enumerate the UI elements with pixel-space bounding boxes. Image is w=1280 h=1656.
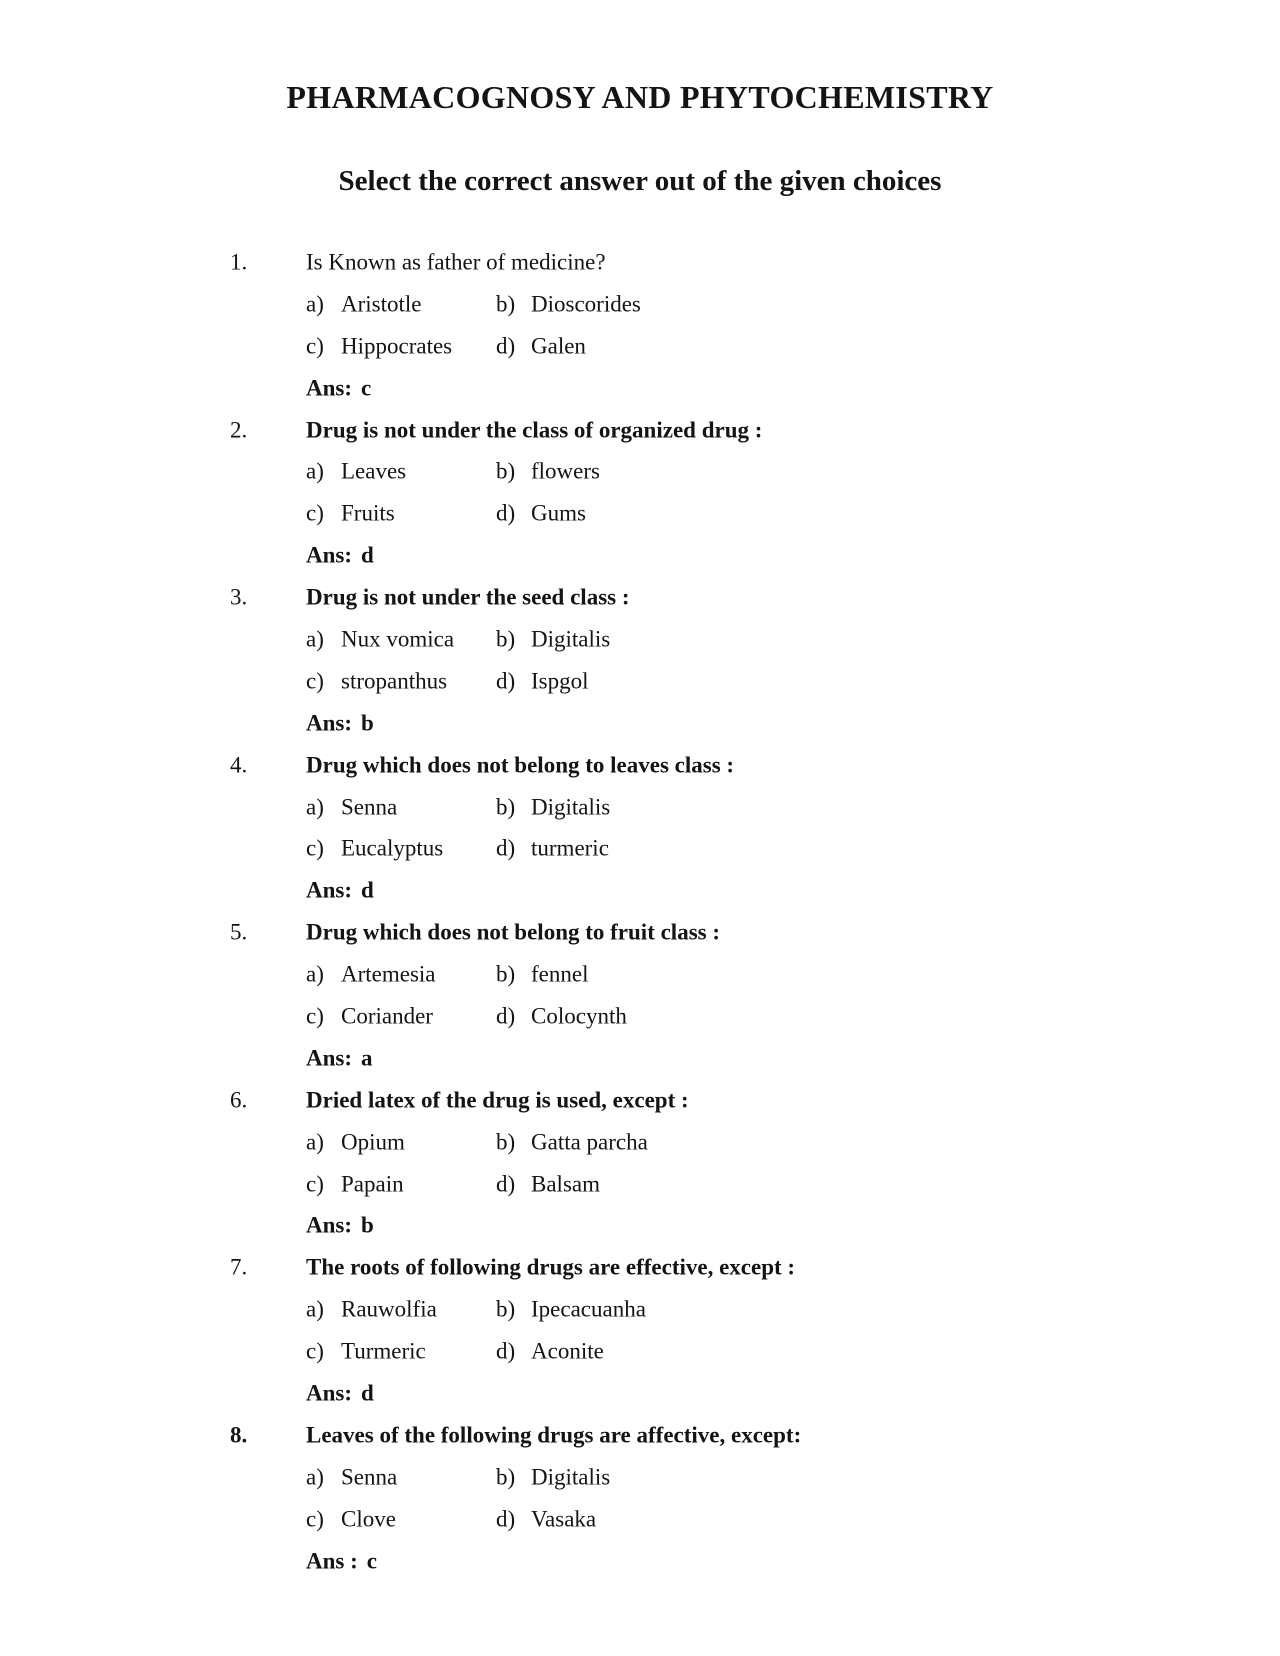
option-text: Digitalis (531, 794, 611, 820)
answer (306, 1549, 377, 1572)
options-row (0, 1121, 1280, 1163)
options-row (0, 827, 1280, 869)
option-c (306, 1340, 426, 1363)
option-letter: d) (496, 668, 516, 694)
answer-label: Ans: (306, 710, 353, 736)
option-a (306, 1130, 405, 1153)
option-letter: d) (496, 835, 516, 861)
answer (306, 376, 371, 399)
answer-line (0, 534, 1280, 576)
option-letter: b) (496, 626, 516, 652)
option-d (496, 837, 609, 860)
option-letter: a) (306, 1296, 324, 1322)
option-text: Papain (341, 1171, 404, 1197)
question-block-6 (0, 1079, 1280, 1247)
answer-line (0, 702, 1280, 744)
answer (306, 544, 374, 567)
option-letter: b) (496, 961, 516, 987)
question-block-2 (0, 409, 1280, 577)
option-letter: c) (306, 500, 324, 526)
option-letter: c) (306, 1171, 324, 1197)
answer-letter: c (361, 375, 372, 401)
answer-letter: d (361, 542, 374, 568)
option-text: Ipecacuanha (531, 1296, 646, 1322)
answer-label: Ans: (306, 1045, 353, 1071)
options-row (0, 1163, 1280, 1205)
answer-line (0, 1204, 1280, 1246)
question-text: Leaves of the following drugs are affective, except: (306, 1422, 802, 1448)
option-b (496, 292, 641, 315)
answer-letter: d (361, 877, 374, 903)
answer-letter: b (361, 710, 374, 736)
option-c (306, 502, 395, 525)
option-text: Coriander (341, 1003, 433, 1029)
option-text: Colocynth (531, 1003, 627, 1029)
answer-line (0, 1037, 1280, 1079)
options-row (0, 953, 1280, 995)
option-c (306, 669, 447, 692)
option-text: fennel (531, 961, 589, 987)
option-letter: a) (306, 458, 324, 484)
question-line (0, 576, 1280, 618)
answer-label: Ans: (306, 542, 353, 568)
answer-line (0, 367, 1280, 409)
option-text: Rauwolfia (341, 1296, 437, 1322)
option-letter: b) (496, 291, 516, 317)
option-a (306, 460, 406, 483)
options-row (0, 786, 1280, 828)
option-letter: c) (306, 333, 324, 359)
question-line (0, 1414, 1280, 1456)
option-text: Turmeric (341, 1338, 426, 1364)
options-row (0, 660, 1280, 702)
question-number: 4. (230, 752, 248, 778)
option-text: stropanthus (341, 668, 448, 694)
options-row (0, 1456, 1280, 1498)
option-letter: a) (306, 626, 324, 652)
option-letter: d) (496, 1171, 516, 1197)
options-row (0, 1498, 1280, 1540)
options-row (0, 492, 1280, 534)
option-d (496, 1172, 600, 1195)
option-letter: b) (496, 458, 516, 484)
answer-letter: c (366, 1548, 377, 1574)
option-text: Artemesia (341, 961, 436, 987)
option-text: Opium (341, 1129, 405, 1155)
option-text: flowers (531, 458, 600, 484)
option-c (306, 1004, 433, 1027)
answer (306, 1046, 373, 1069)
option-text: Senna (341, 794, 398, 820)
option-letter: b) (496, 1296, 516, 1322)
answer-label: Ans: (306, 375, 353, 401)
question-number: 6. (230, 1087, 248, 1113)
option-d (496, 1507, 596, 1530)
question-block-3 (0, 576, 1280, 744)
option-text: Leaves (341, 458, 407, 484)
question-line (0, 1246, 1280, 1288)
options-row (0, 283, 1280, 325)
option-text: Gums (531, 500, 586, 526)
question-line (0, 241, 1280, 283)
answer-label: Ans: (306, 877, 353, 903)
options-row (0, 1288, 1280, 1330)
option-letter: a) (306, 961, 324, 987)
question-text: Drug which does not belong to leaves class : (306, 752, 735, 778)
option-letter: b) (496, 1464, 516, 1490)
question-line (0, 744, 1280, 786)
option-d (496, 502, 586, 525)
options-row (0, 995, 1280, 1037)
option-a (306, 627, 454, 650)
option-letter: b) (496, 1129, 516, 1155)
options-row (0, 325, 1280, 367)
option-text: Galen (531, 333, 586, 359)
answer-line (0, 869, 1280, 911)
option-c (306, 837, 443, 860)
option-letter: c) (306, 1506, 324, 1532)
question-number: 8. (230, 1422, 248, 1448)
question-line (0, 1079, 1280, 1121)
option-text: Hippocrates (341, 333, 453, 359)
question-block-5 (0, 911, 1280, 1079)
question-text: Is Known as father of medicine? (306, 249, 606, 275)
option-text: Eucalyptus (341, 835, 444, 861)
option-text: Digitalis (531, 626, 611, 652)
option-d (496, 1004, 627, 1027)
option-b (496, 460, 600, 483)
answer (306, 879, 374, 902)
option-letter: a) (306, 291, 324, 317)
option-text: Dioscorides (531, 291, 641, 317)
option-b (496, 1465, 610, 1488)
option-letter: a) (306, 1464, 324, 1490)
option-a (306, 795, 397, 818)
question-line (0, 409, 1280, 451)
question-text: Drug is not under the class of organized drug : (306, 417, 763, 442)
option-b (496, 1298, 646, 1321)
option-text: Aconite (531, 1338, 604, 1364)
option-a (306, 963, 436, 986)
question-text: Drug is not under the seed class : (306, 584, 630, 610)
option-text: Clove (341, 1506, 396, 1532)
answer-line (0, 1372, 1280, 1414)
answer-letter: d (361, 1380, 374, 1406)
question-text: Dried latex of the drug is used, except : (306, 1087, 689, 1113)
options-row (0, 450, 1280, 492)
question-line (0, 911, 1280, 953)
option-a (306, 292, 422, 315)
answer-letter: b (361, 1212, 374, 1238)
option-d (496, 334, 586, 357)
question-number: 5. (230, 919, 248, 945)
option-c (306, 1172, 404, 1195)
option-text: Balsam (531, 1171, 600, 1197)
option-text: Senna (341, 1464, 398, 1490)
question-block-1 (0, 241, 1280, 409)
option-letter: d) (496, 1003, 516, 1029)
option-text: Gatta parcha (531, 1129, 648, 1155)
answer (306, 1214, 374, 1237)
answer-letter: a (361, 1045, 373, 1071)
option-text: Ispgol (531, 668, 589, 694)
option-text: Fruits (341, 500, 395, 526)
option-letter: a) (306, 1129, 324, 1155)
answer-label: Ans : (306, 1548, 358, 1574)
answer-label: Ans: (306, 1380, 353, 1406)
option-letter: c) (306, 1338, 324, 1364)
option-text: Nux vomica (341, 626, 455, 652)
question-number: 3. (230, 584, 248, 610)
question-number: 1. (230, 249, 248, 275)
option-a (306, 1298, 437, 1321)
answer-line (0, 1540, 1280, 1582)
option-letter: c) (306, 668, 324, 694)
answer (306, 711, 374, 734)
options-row (0, 1330, 1280, 1372)
option-b (496, 627, 610, 650)
option-b (496, 795, 610, 818)
option-letter: a) (306, 794, 324, 820)
question-block-7 (0, 1246, 1280, 1414)
question-list (0, 241, 1280, 1582)
question-block-8 (0, 1414, 1280, 1582)
answer-label: Ans: (306, 1212, 353, 1238)
page-title: PHARMACOGNOSY AND PHYTOCHEMISTRY (286, 79, 994, 115)
question-number: 2. (230, 417, 248, 442)
option-c (306, 334, 452, 357)
option-letter: b) (496, 794, 516, 820)
option-letter: d) (496, 1338, 516, 1364)
option-a (306, 1465, 397, 1488)
question-number: 7. (230, 1254, 248, 1280)
option-letter: c) (306, 1003, 324, 1029)
option-text: Aristotle (341, 291, 422, 317)
option-b (496, 1130, 648, 1153)
option-text: Vasaka (531, 1506, 597, 1532)
option-b (496, 963, 588, 986)
option-c (306, 1507, 396, 1530)
question-block-4 (0, 744, 1280, 912)
option-letter: d) (496, 1506, 516, 1532)
option-letter: c) (306, 835, 324, 861)
option-letter: d) (496, 333, 516, 359)
option-d (496, 1340, 604, 1363)
question-text: Drug which does not belong to fruit class : (306, 919, 721, 945)
option-text: Digitalis (531, 1464, 611, 1490)
page-subtitle: Select the correct answer out of the given choices (338, 165, 942, 197)
option-d (496, 669, 589, 692)
option-letter: d) (496, 500, 516, 526)
question-text: The roots of following drugs are effective, except : (306, 1254, 796, 1280)
option-text: turmeric (531, 835, 609, 861)
answer (306, 1381, 374, 1404)
options-row (0, 618, 1280, 660)
